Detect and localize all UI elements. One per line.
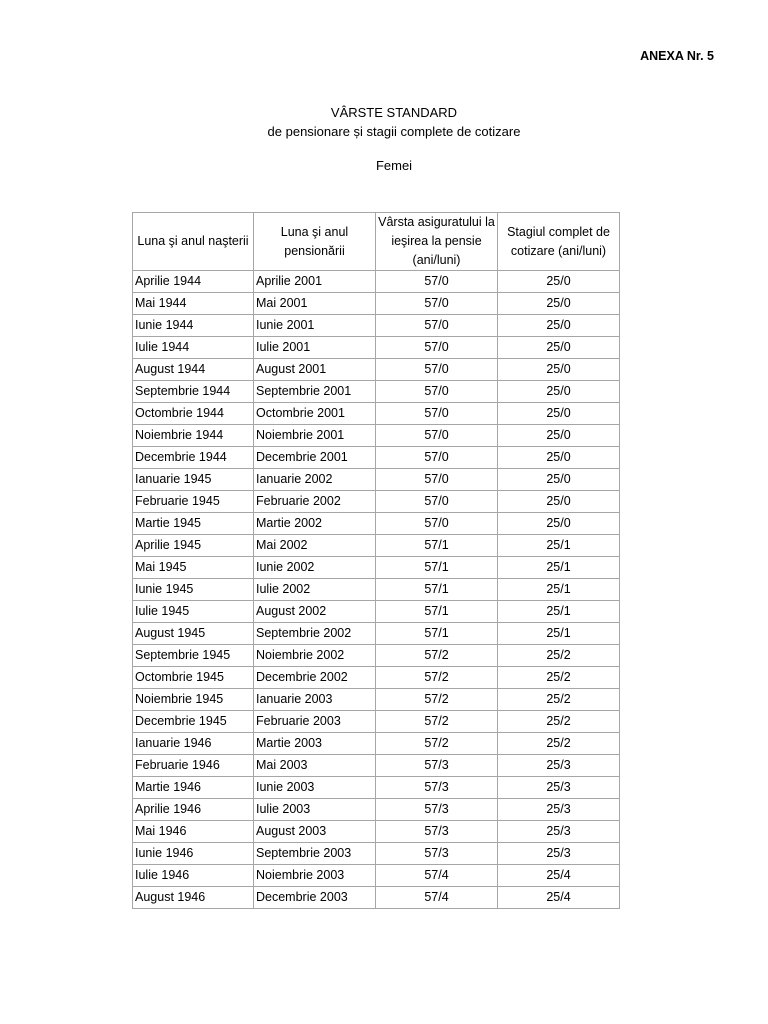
retirement-month-cell: Aprilie 2001 [254, 271, 376, 293]
birth-month-cell: Aprilie 1945 [133, 535, 254, 557]
retirement-age-cell: 57/0 [376, 513, 498, 535]
retirement-month-cell: August 2001 [254, 359, 376, 381]
annex-label: ANEXA Nr. 5 [640, 49, 714, 63]
header-contribution-period: Stagiul complet de cotizare (ani/luni) [498, 213, 620, 271]
contribution-period-cell: 25/3 [498, 821, 620, 843]
table-row [133, 755, 620, 777]
birth-month-cell: Decembrie 1945 [133, 711, 254, 733]
retirement-age-cell: 57/2 [376, 711, 498, 733]
title-line-2: de pensionare și stagii complete de cotizare [267, 124, 521, 139]
retirement-age-cell: 57/0 [376, 271, 498, 293]
contribution-period-cell: 25/0 [498, 315, 620, 337]
retirement-month-cell: Iunie 2003 [254, 777, 376, 799]
contribution-period-cell: 25/0 [498, 359, 620, 381]
retirement-age-cell: 57/1 [376, 535, 498, 557]
retirement-month-cell: Noiembrie 2002 [254, 645, 376, 667]
retirement-month-cell: August 2002 [254, 601, 376, 623]
retirement-month-cell: Mai 2001 [254, 293, 376, 315]
retirement-age-cell: 57/1 [376, 579, 498, 601]
table-row [133, 381, 620, 403]
retirement-age-cell: 57/0 [376, 359, 498, 381]
table-row [133, 359, 620, 381]
birth-month-cell: Iulie 1945 [133, 601, 254, 623]
birth-month-cell: Octombrie 1944 [133, 403, 254, 425]
table-row [133, 623, 620, 645]
table-row [133, 513, 620, 535]
retirement-month-cell: Noiembrie 2003 [254, 865, 376, 887]
birth-month-cell: Iunie 1945 [133, 579, 254, 601]
retirement-month-cell: Iulie 2002 [254, 579, 376, 601]
table-row [133, 557, 620, 579]
birth-month-cell: Mai 1946 [133, 821, 254, 843]
contribution-period-cell: 25/1 [498, 601, 620, 623]
retirement-month-cell: Ianuarie 2002 [254, 469, 376, 491]
table-row [133, 337, 620, 359]
retirement-month-cell: Septembrie 2001 [254, 381, 376, 403]
retirement-age-cell: 57/0 [376, 425, 498, 447]
retirement-month-cell: Mai 2003 [254, 755, 376, 777]
retirement-age-cell: 57/2 [376, 733, 498, 755]
birth-month-cell: Septembrie 1945 [133, 645, 254, 667]
contribution-period-cell: 25/0 [498, 293, 620, 315]
retirement-age-cell: 57/2 [376, 667, 498, 689]
retirement-month-cell: Noiembrie 2001 [254, 425, 376, 447]
document-title [0, 103, 768, 141]
retirement-month-cell: Iunie 2002 [254, 557, 376, 579]
birth-month-cell: Noiembrie 1945 [133, 689, 254, 711]
pension-table [132, 212, 620, 909]
table-row [133, 777, 620, 799]
retirement-month-cell: Iulie 2003 [254, 799, 376, 821]
contribution-period-cell: 25/2 [498, 689, 620, 711]
table-row [133, 447, 620, 469]
table-row [133, 315, 620, 337]
table-row [133, 425, 620, 447]
table-row [133, 865, 620, 887]
contribution-period-cell: 25/0 [498, 425, 620, 447]
table-body [133, 271, 620, 909]
table-row [133, 601, 620, 623]
birth-month-cell: Februarie 1946 [133, 755, 254, 777]
retirement-month-cell: Decembrie 2001 [254, 447, 376, 469]
birth-month-cell: Iunie 1946 [133, 843, 254, 865]
retirement-month-cell: Decembrie 2003 [254, 887, 376, 909]
contribution-period-cell: 25/0 [498, 271, 620, 293]
table-row [133, 689, 620, 711]
birth-month-cell: Decembrie 1944 [133, 447, 254, 469]
birth-month-cell: Martie 1946 [133, 777, 254, 799]
table-row [133, 491, 620, 513]
retirement-age-cell: 57/2 [376, 645, 498, 667]
retirement-age-cell: 57/0 [376, 293, 498, 315]
birth-month-cell: August 1944 [133, 359, 254, 381]
contribution-period-cell: 25/2 [498, 711, 620, 733]
retirement-month-cell: Februarie 2002 [254, 491, 376, 513]
birth-month-cell: Iunie 1944 [133, 315, 254, 337]
contribution-period-cell: 25/2 [498, 667, 620, 689]
title-line-1: VÂRSTE STANDARD [330, 105, 458, 120]
contribution-period-cell: 25/1 [498, 579, 620, 601]
birth-month-cell: Aprilie 1946 [133, 799, 254, 821]
retirement-month-cell: Septembrie 2003 [254, 843, 376, 865]
table-header-row [133, 213, 620, 271]
retirement-month-cell: August 2003 [254, 821, 376, 843]
table-row [133, 469, 620, 491]
contribution-period-cell: 25/0 [498, 337, 620, 359]
contribution-period-cell: 25/1 [498, 557, 620, 579]
retirement-month-cell: Martie 2002 [254, 513, 376, 535]
retirement-age-cell: 57/3 [376, 821, 498, 843]
birth-month-cell: Iulie 1946 [133, 865, 254, 887]
retirement-month-cell: Septembrie 2002 [254, 623, 376, 645]
birth-month-cell: Februarie 1945 [133, 491, 254, 513]
table-row [133, 711, 620, 733]
contribution-period-cell: 25/0 [498, 513, 620, 535]
contribution-period-cell: 25/2 [498, 645, 620, 667]
birth-month-cell: August 1946 [133, 887, 254, 909]
retirement-age-cell: 57/1 [376, 623, 498, 645]
contribution-period-cell: 25/3 [498, 777, 620, 799]
contribution-period-cell: 25/0 [498, 447, 620, 469]
retirement-age-cell: 57/0 [376, 315, 498, 337]
section-subtitle: Femei [375, 158, 413, 173]
contribution-period-cell: 25/0 [498, 403, 620, 425]
birth-month-cell: Iulie 1944 [133, 337, 254, 359]
table-row [133, 645, 620, 667]
table-row [133, 403, 620, 425]
retirement-age-cell: 57/3 [376, 843, 498, 865]
retirement-age-cell: 57/1 [376, 601, 498, 623]
table-row [133, 579, 620, 601]
birth-month-cell: Mai 1944 [133, 293, 254, 315]
retirement-age-cell: 57/2 [376, 689, 498, 711]
retirement-month-cell: Iunie 2001 [254, 315, 376, 337]
retirement-month-cell: Iulie 2001 [254, 337, 376, 359]
retirement-month-cell: Ianuarie 2003 [254, 689, 376, 711]
retirement-age-cell: 57/1 [376, 557, 498, 579]
contribution-period-cell: 25/2 [498, 733, 620, 755]
table-row [133, 293, 620, 315]
birth-month-cell: August 1945 [133, 623, 254, 645]
retirement-age-cell: 57/0 [376, 447, 498, 469]
table-row [133, 843, 620, 865]
contribution-period-cell: 25/3 [498, 755, 620, 777]
contribution-period-cell: 25/4 [498, 865, 620, 887]
birth-month-cell: Ianuarie 1945 [133, 469, 254, 491]
retirement-month-cell: Decembrie 2002 [254, 667, 376, 689]
contribution-period-cell: 25/3 [498, 799, 620, 821]
retirement-month-cell: Martie 2003 [254, 733, 376, 755]
table-row [133, 271, 620, 293]
retirement-month-cell: Mai 2002 [254, 535, 376, 557]
retirement-age-cell: 57/3 [376, 799, 498, 821]
contribution-period-cell: 25/1 [498, 535, 620, 557]
contribution-period-cell: 25/4 [498, 887, 620, 909]
retirement-age-cell: 57/4 [376, 865, 498, 887]
table-row [133, 799, 620, 821]
contribution-period-cell: 25/0 [498, 491, 620, 513]
retirement-age-cell: 57/0 [376, 491, 498, 513]
retirement-month-cell: Octombrie 2001 [254, 403, 376, 425]
retirement-age-cell: 57/4 [376, 887, 498, 909]
table-row [133, 667, 620, 689]
birth-month-cell: Martie 1945 [133, 513, 254, 535]
birth-month-cell: Ianuarie 1946 [133, 733, 254, 755]
contribution-period-cell: 25/3 [498, 843, 620, 865]
table-row [133, 535, 620, 557]
retirement-age-cell: 57/3 [376, 755, 498, 777]
birth-month-cell: Septembrie 1944 [133, 381, 254, 403]
header-birth-month: Luna şi anul naşterii [133, 213, 254, 271]
contribution-period-cell: 25/1 [498, 623, 620, 645]
retirement-age-cell: 57/0 [376, 381, 498, 403]
retirement-age-cell: 57/0 [376, 403, 498, 425]
contribution-period-cell: 25/0 [498, 469, 620, 491]
birth-month-cell: Mai 1945 [133, 557, 254, 579]
table-row [133, 733, 620, 755]
table-row [133, 821, 620, 843]
birth-month-cell: Noiembrie 1944 [133, 425, 254, 447]
birth-month-cell: Aprilie 1944 [133, 271, 254, 293]
birth-month-cell: Octombrie 1945 [133, 667, 254, 689]
retirement-age-cell: 57/0 [376, 337, 498, 359]
retirement-month-cell: Februarie 2003 [254, 711, 376, 733]
header-retirement-age: Vârsta asiguratului la ieşirea la pensie (ani/luni) [376, 213, 498, 271]
table-row [133, 887, 620, 909]
header-retirement-month: Luna şi anul pensionării [254, 213, 376, 271]
contribution-period-cell: 25/0 [498, 381, 620, 403]
retirement-age-cell: 57/0 [376, 469, 498, 491]
retirement-age-cell: 57/3 [376, 777, 498, 799]
